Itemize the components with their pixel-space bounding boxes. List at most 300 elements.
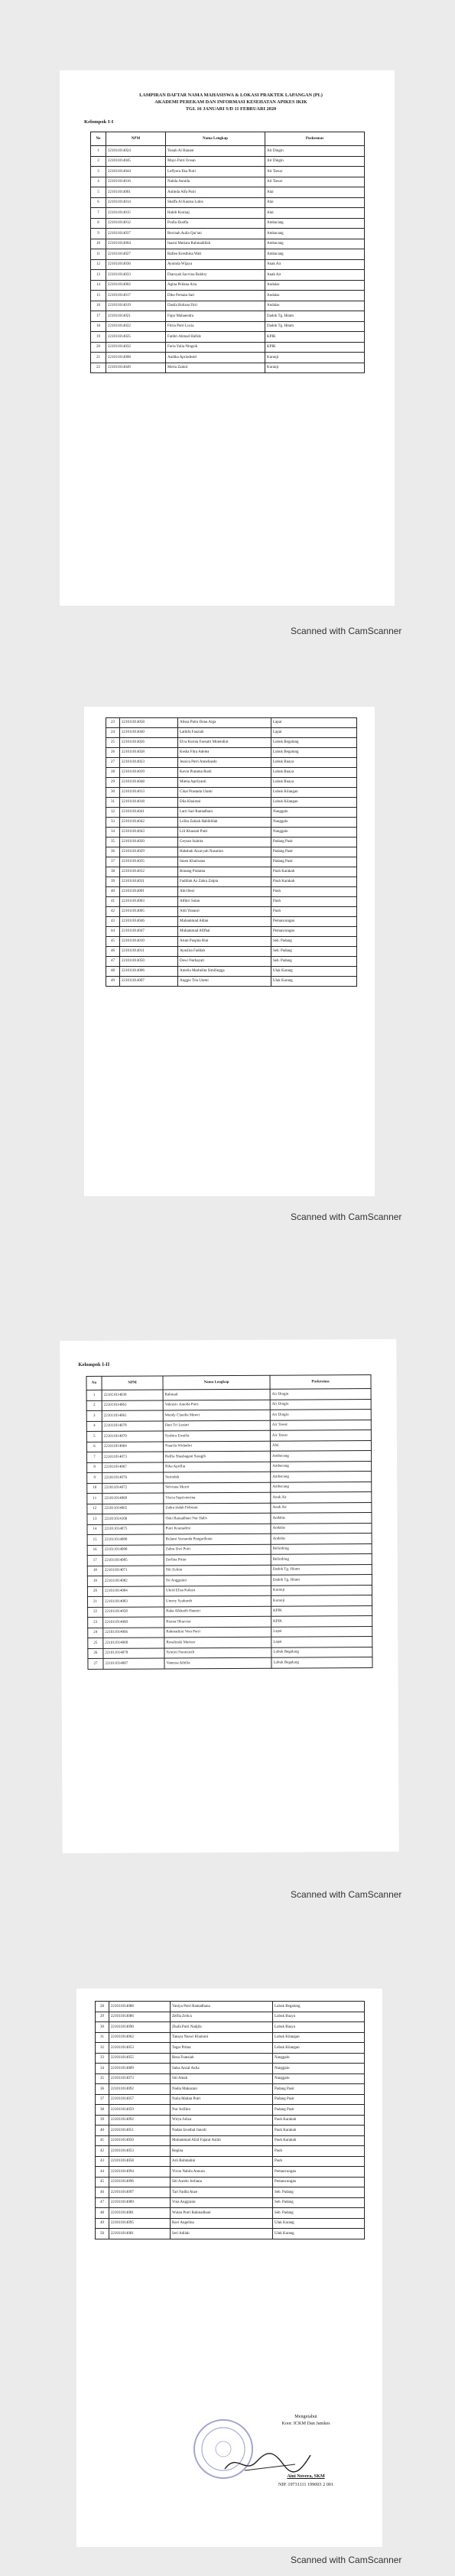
cell-npm: 221011014081 (109, 2208, 171, 2219)
cell-nama: Raka Alkhatih Hanatri (164, 1606, 271, 1617)
cell-npm: 221011014051 (109, 2126, 171, 2136)
cell-puskesmas: Nanggalo (273, 2053, 365, 2064)
cell-no: 15 (87, 1534, 102, 1545)
cell-puskesmas: Andalas (265, 301, 365, 311)
cell-puskesmas: Seb. Padang (273, 2197, 365, 2208)
cell-nama: Kevin Pratama Rusli (178, 768, 271, 778)
table-row (96, 2126, 365, 2136)
cell-npm: 221011014002 (106, 280, 166, 291)
cell-npm: 221011014097 (109, 2187, 171, 2198)
cell-npm: 221011014013 (120, 788, 178, 798)
cell-no: 39 (96, 2115, 109, 2126)
cell-no: 33 (96, 2053, 109, 2064)
cell-puskesmas: KPIK (271, 1616, 372, 1627)
cell-no: 2 (91, 156, 106, 167)
cell-nama: Nadan Izvetbal Janodi (171, 2126, 273, 2136)
table-body (106, 718, 357, 987)
cell-no: 35 (106, 838, 120, 847)
table-row (96, 2115, 365, 2126)
cell-npm: 221011014001 (120, 887, 178, 897)
cell-puskesmas: Lubuk Buaya (271, 768, 357, 778)
cell-puskesmas: Air Tawar (265, 177, 365, 187)
cell-npm: 221011014055 (109, 2053, 171, 2064)
cell-npm: 221011014032 (106, 342, 166, 353)
scanner-watermark: Scanned with CamScanner (291, 626, 402, 636)
cell-no: 40 (106, 887, 120, 897)
cell-no: 46 (96, 2187, 109, 2198)
cell-puskesmas: Anak Air (271, 1502, 372, 1513)
cell-no: 29 (96, 2012, 109, 2022)
cell-puskesmas: Ambacang (271, 1451, 372, 1462)
cell-no: 41 (106, 897, 120, 907)
cell-npm: 221011014082 (102, 1576, 164, 1586)
table-row (96, 2187, 365, 2198)
table-row (91, 208, 365, 219)
cell-puskesmas: Lubuk Buaya (271, 778, 357, 788)
cell-puskesmas: Lubuk Begalung (271, 738, 357, 748)
cell-npm: 221011014068 (103, 1638, 164, 1648)
cell-npm: 221011014043 (120, 828, 178, 838)
cell-nama: Ilani Tri Lestari (163, 1420, 270, 1431)
cell-puskesmas: Ambacang (271, 1472, 372, 1482)
cell-no: 27 (88, 1658, 103, 1669)
cell-nama: Wendy Claudia Mawri (163, 1410, 270, 1420)
cell-nama: Salsa Anzal Aulia (171, 2064, 273, 2074)
cell-puskesmas: Air Dingin (270, 1399, 371, 1410)
cell-puskesmas: Lapai (271, 728, 357, 738)
signatory-nip: NIP. 19731111 199003 2 001 (278, 2482, 333, 2487)
cell-npm: 221011014050 (109, 2135, 171, 2146)
cell-puskesmas: Andalas (271, 1523, 372, 1534)
cell-npm: 221011014066 (103, 1627, 164, 1638)
cell-npm: 221011014027 (106, 249, 166, 260)
cell-npm: 221011014023 (120, 758, 178, 768)
cell-npm: 221011014089 (109, 2197, 171, 2208)
cell-puskesmas: Lubuk Buaya (273, 2012, 365, 2022)
header-puskesmas: Puskesmas (270, 1375, 371, 1390)
table-row (96, 2032, 365, 2043)
table-row (96, 2146, 365, 2157)
cell-nama: Fajar Mahaendra (166, 311, 265, 322)
cell-npm: 221011014020 (120, 838, 178, 847)
cell-npm: 221011014080 (102, 1534, 164, 1545)
cell-nama: Wulan Putri Rahmadhani (171, 2208, 273, 2219)
scanned-page-2 (84, 707, 375, 1196)
cell-npm: 221011014059 (109, 2105, 171, 2116)
cell-nama: Shaffa Al Kautsa Lubis (166, 197, 265, 208)
cell-nama: Vaniya Putri Ramadhana (171, 2002, 273, 2012)
cell-npm: 221011014075 (102, 1524, 164, 1534)
cell-puskesmas: Lapai (271, 1626, 372, 1637)
table-row (96, 2064, 365, 2074)
cell-nama: Ayuinda Wijaya (166, 259, 265, 270)
cell-nama: Tari Fadila Anze (171, 2187, 273, 2198)
table-row (96, 2135, 365, 2146)
cell-puskesmas: Padang Pasir (271, 857, 357, 867)
table-row (91, 187, 365, 198)
table-row (91, 239, 365, 249)
header-puskesmas: Puskesmas (265, 132, 365, 146)
cell-no: 23 (106, 718, 120, 728)
cell-no: 44 (96, 2167, 109, 2178)
cell-puskesmas: Air Dingin (270, 1389, 371, 1400)
cell-puskesmas: KPIK (271, 1605, 372, 1616)
cell-npm: 221011014017 (106, 291, 166, 301)
cell-no: 17 (87, 1555, 102, 1566)
cell-no: 1 (91, 146, 106, 157)
cell-no: 16 (91, 301, 106, 311)
cell-npm: 221011014028 (120, 748, 178, 758)
cell-nama: Tanaya Naswi Khairani (171, 2032, 273, 2043)
cell-nama: Sri Anggraini (164, 1575, 271, 1586)
cell-no: 25 (106, 738, 120, 748)
title-line-2: AKADEMI PEREKAM DAN INFORMASI KESEHATAN APIKES IKIK (154, 99, 307, 105)
cell-puskesmas: Pauh (273, 2146, 365, 2157)
cell-puskesmas: KPIK (265, 332, 365, 343)
table-row (96, 2208, 365, 2219)
cell-no: 39 (106, 877, 120, 887)
table-row (106, 798, 357, 808)
cell-puskesmas: Alai (270, 1440, 371, 1451)
cell-npm: 221011014018 (120, 798, 178, 808)
cell-puskesmas: Lubuk Kilangan (273, 2032, 365, 2043)
cell-no: 5 (86, 1431, 102, 1442)
header-nama: Nama Lengkap (163, 1375, 270, 1390)
cell-nama: Zahra Dwi Putri (164, 1544, 271, 1555)
cell-nama: Dila Khairani (178, 798, 271, 808)
cell-puskesmas: Air Tawar (270, 1420, 371, 1430)
cell-puskesmas: Pauh Karakah (273, 2115, 365, 2126)
cell-puskesmas: Dadok Tg. Hitam (271, 1564, 372, 1575)
signatory-name: Aini Novera, SKM (287, 2474, 325, 2479)
student-table (86, 1374, 372, 1669)
cell-no: 42 (96, 2146, 109, 2157)
header-no: No (91, 132, 106, 146)
cell-puskesmas: Air Dingin (265, 146, 365, 157)
table-body (86, 1389, 372, 1669)
cell-nama: Andika Apriodestri (166, 353, 265, 363)
cell-no: 41 (96, 2135, 109, 2146)
cell-npm: 221011014041 (120, 808, 178, 818)
cell-puskesmas: Pemancungan (273, 2167, 365, 2178)
cell-npm: 221011014047 (120, 927, 178, 937)
cell-nama: Meria Zainol (166, 363, 265, 373)
document-title (93, 92, 369, 112)
cell-npm: 221011014083 (102, 1596, 164, 1607)
cell-nama: Reza Fransiah (171, 2053, 273, 2064)
table-row (91, 270, 365, 281)
cell-no: 18 (91, 321, 106, 332)
cell-npm: 221011014044 (106, 167, 166, 177)
table-row (106, 847, 357, 857)
cell-npm: 221011014010 (120, 937, 178, 947)
cell-no: 34 (96, 2064, 109, 2074)
cell-nama: Diarsyah Savvina Bukhry (166, 270, 265, 281)
cell-no: 31 (106, 798, 120, 808)
cell-nama: Yunah Al Hanani (166, 146, 265, 157)
table-row (96, 2002, 365, 2012)
cell-no: 12 (87, 1504, 102, 1514)
cell-puskesmas: Air Dingin (265, 156, 365, 167)
table-row (91, 177, 365, 187)
table-row (106, 877, 357, 887)
cell-nama: Rahmadiini Vera Putri (164, 1627, 271, 1638)
cell-nama: Fatihri Ahmad Hafidz (166, 332, 265, 343)
table-row (91, 218, 365, 229)
cell-no: 4 (91, 177, 106, 187)
signature-line-1: Mengetahui (294, 2414, 317, 2419)
header-npm: NPM (102, 1376, 163, 1390)
cell-no: 8 (87, 1462, 102, 1473)
cell-no: 45 (96, 2177, 109, 2187)
cell-puskesmas: Pauh (271, 907, 357, 917)
table-row (96, 2094, 365, 2105)
cell-puskesmas: Anak Air (265, 270, 365, 281)
cell-npm: 221011014073 (109, 2073, 171, 2084)
table-row (106, 907, 357, 917)
cell-nama: Fitria Putri Lucia (166, 321, 265, 332)
cell-puskesmas: Air Tawar (265, 167, 365, 177)
cell-nama: Wirya Juliza (171, 2115, 273, 2126)
cell-nama: Rosalinski Marisar (164, 1637, 271, 1647)
cell-no: 29 (106, 778, 120, 788)
table-row (91, 291, 365, 301)
cell-puskesmas: Ulak Karang (271, 977, 357, 987)
cell-nama: Innen Khairunas (178, 857, 271, 867)
cell-npm: 221011014012 (106, 218, 166, 229)
cell-nama: Inasni Mutiara Rahmadillah (166, 239, 265, 249)
title-line-1: LAMPIRAN DAFTAR NAMA MAHASISWA & LOKASI PRAKTEK LAPANGAN (PL) (139, 93, 323, 98)
cell-puskesmas: Ambacang (265, 229, 365, 239)
cell-nama: Syahira Ermilia (163, 1430, 270, 1441)
cell-nama: Anggie Tria Utami (178, 977, 271, 987)
cell-nama: Alissa Putra Dona Arga (178, 718, 271, 728)
cell-nama: Agina Peliana Aria (166, 280, 265, 291)
cell-npm: 221011014021 (106, 311, 166, 322)
cell-puskesmas: Andalas (271, 1534, 372, 1544)
cell-puskesmas: Air Tawar (270, 1430, 371, 1441)
cell-npm: 221011014001 (106, 187, 166, 198)
cell-puskesmas: Pemancungan (273, 2177, 365, 2187)
cell-npm: 221011014024 (106, 146, 166, 157)
cell-no: 38 (106, 867, 120, 877)
cell-nama: Geysan Sulnita (178, 838, 271, 847)
cell-no: 13 (87, 1514, 102, 1524)
cell-npm: 221011014058 (120, 718, 178, 728)
cell-puskesmas: Padang Pasir (271, 838, 357, 847)
cell-nama: Siti Zulnia (164, 1565, 271, 1576)
cell-nama: Selviana Murni (164, 1482, 271, 1493)
cell-nama: Siti Aurelo Jorliana (171, 2177, 273, 2187)
cell-puskesmas: Padang Pasir (273, 2105, 365, 2116)
scanned-page-3 (60, 1339, 399, 1853)
cell-nama: Mietia Aprilyanti (178, 778, 271, 788)
cell-no: 30 (106, 788, 120, 798)
cell-nama: Aulinda Alfa Putri (166, 187, 265, 198)
cell-nama: Mayo Putri Ocean (166, 156, 265, 167)
cell-no: 22 (91, 363, 106, 373)
cell-puskesmas: Nanggalo (271, 828, 357, 838)
cell-nama: Rahmad (163, 1389, 270, 1400)
cell-npm: 221011014092 (109, 2084, 171, 2095)
cell-npm: 221011014079 (103, 1647, 164, 1658)
cell-no: 26 (88, 1648, 103, 1659)
cell-no: 30 (96, 2022, 109, 2033)
cell-npm: 221011014092 (109, 2115, 171, 2126)
cell-nama: Zelfia Zelica (171, 2012, 273, 2022)
cell-puskesmas: Anak Air (265, 259, 365, 270)
cell-no: 24 (88, 1628, 103, 1638)
signature-block (252, 2414, 359, 2427)
table-row (96, 2177, 365, 2187)
cell-no: 37 (96, 2094, 109, 2105)
cell-nama: Umroy Syaharah (164, 1595, 271, 1606)
table-row (106, 778, 357, 788)
cell-no: 11 (87, 1493, 102, 1504)
cell-puskesmas: Pauh (271, 897, 357, 907)
cell-npm: 221011014072 (102, 1482, 164, 1493)
cell-npm: 221011014048 (120, 778, 178, 788)
cell-puskesmas: Pemancungan (271, 917, 357, 927)
table-row (96, 2218, 365, 2229)
cell-npm: 221011014086 (109, 2012, 171, 2022)
cell-nama: Vivon Nabila Annura (171, 2167, 273, 2178)
cell-puskesmas: Lubuk Kilangan (273, 2043, 365, 2054)
cell-no: 48 (106, 967, 120, 977)
cell-no: 5 (91, 187, 106, 198)
table-row (91, 229, 365, 239)
cell-nama: Vanessa Athilia (164, 1657, 271, 1668)
cell-no: 7 (87, 1452, 102, 1462)
cell-puskesmas: Andalas (271, 1513, 372, 1524)
cell-no: 1 (86, 1390, 102, 1400)
table-row (106, 947, 357, 957)
table-row (96, 2012, 365, 2022)
cell-no: 8 (91, 218, 106, 229)
cell-nama: Cikai Prastada Utami (178, 788, 271, 798)
cell-npm: 221011014046 (120, 917, 178, 927)
cell-npm: 221011014014 (106, 197, 166, 208)
cell-no: 43 (106, 917, 120, 927)
table-row (91, 280, 365, 291)
cell-npm: 221011014070 (102, 1431, 163, 1442)
cell-puskesmas: Alai (265, 208, 365, 219)
cell-puskesmas: Anak Air (271, 1492, 372, 1503)
cell-no: 9 (91, 229, 106, 239)
cell-npm: 221011014069 (102, 1493, 164, 1504)
header-npm: NPM (106, 132, 166, 146)
table-row (91, 146, 365, 157)
scanner-watermark: Scanned with CamScanner (291, 1212, 402, 1222)
cell-nama: Ravi Angelina (171, 2218, 273, 2229)
cell-nama: Dike Pernata Sari (166, 291, 265, 301)
cell-no: 6 (86, 1442, 102, 1452)
cell-npm: 221011014031 (120, 877, 178, 887)
cell-npm: 221011014090 (109, 2022, 171, 2033)
cell-nama: Dasila Rohzea Fitri (166, 301, 265, 311)
table-row (106, 808, 357, 818)
cell-puskesmas: Ambacang (271, 1482, 372, 1492)
cell-no: 3 (86, 1410, 102, 1421)
cell-puskesmas: Ulak Karang (271, 967, 357, 977)
cell-no: 19 (87, 1576, 102, 1586)
cell-npm: 221011014095 (109, 2218, 171, 2229)
cell-no: 2 (86, 1400, 102, 1411)
cell-no: 21 (91, 353, 106, 363)
cell-no: 28 (96, 2002, 109, 2012)
cell-npm: 221011014011 (120, 947, 178, 957)
cell-puskesmas: Seb. Padang (271, 937, 357, 947)
cell-puskesmas: Pauh Karakah (271, 877, 357, 887)
cell-no: 26 (106, 748, 120, 758)
cell-npm: 221011014073 (102, 1452, 164, 1462)
table-row (106, 967, 357, 977)
cell-npm: 221011014087 (103, 1658, 164, 1669)
cell-npm: 221011014016 (106, 177, 166, 187)
student-table (95, 2001, 365, 2239)
cell-no: 38 (96, 2105, 109, 2116)
cell-puskesmas: Air Dingin (270, 1410, 371, 1420)
table-row (91, 156, 365, 167)
table-row (96, 2053, 365, 2064)
cell-puskesmas: Lubuk Begalung (271, 748, 357, 758)
cell-nama: Aldi Yunanri (178, 907, 271, 917)
cell-nama: Rulami Vernanda Pangaribuan (164, 1534, 271, 1544)
header-no: No (86, 1376, 102, 1390)
cell-npm: 221011014037 (106, 229, 166, 239)
table-row (106, 977, 357, 987)
cell-nama: Nuarifa Widanbri (163, 1441, 270, 1452)
cell-puskesmas: Lubuk Begalung (273, 2002, 365, 2012)
table-row (106, 887, 357, 897)
cell-npm: 221011014040 (120, 728, 178, 738)
cell-no: 33 (106, 818, 120, 828)
cell-npm: 221011014050 (120, 957, 178, 967)
table-row (91, 259, 365, 270)
cell-nama: Siti Amah (171, 2073, 273, 2084)
cell-puskesmas: Ambacang (265, 249, 365, 260)
cell-no: 18 (87, 1566, 102, 1576)
cell-puskesmas: Andalas (265, 291, 365, 301)
cell-nama: Viscia Septivenrina (164, 1492, 271, 1503)
signature-line-2: Koor. ICKM Dan Jamkes (281, 2420, 330, 2426)
header-nama: Nama Lengkap (166, 132, 265, 146)
cell-puskesmas: Kuranji (271, 1585, 372, 1595)
cell-puskesmas: Seb. Padang (271, 957, 357, 967)
cell-npm: 221011014039 (120, 768, 178, 778)
cell-no: 3 (91, 167, 106, 177)
table-row (91, 167, 365, 177)
cell-nama: Nabila Annida (166, 177, 265, 187)
cell-nama: Arum Puspita Rini (178, 937, 271, 947)
cell-puskesmas: Lubuk Kilangan (271, 798, 357, 808)
cell-nama: Zerfina Priter (164, 1554, 271, 1565)
cell-nama: Abil Besr (178, 887, 271, 897)
scanner-watermark: Scanned with CamScanner (291, 1889, 402, 1900)
cell-nama: Arii Rohmalini (171, 2156, 273, 2167)
cell-nama: Bonang Pratama (178, 867, 271, 877)
cell-nama: Alfikri Sulan (178, 897, 271, 907)
table-row (106, 748, 357, 758)
cell-no: 37 (106, 857, 120, 867)
cell-no: 48 (96, 2208, 109, 2219)
table-row (96, 2105, 365, 2116)
cell-npm: 221011014006 (120, 967, 178, 977)
table-row (106, 957, 357, 967)
table-row (106, 788, 357, 798)
cell-npm: 221011014008 (106, 353, 166, 363)
table-row (96, 2229, 365, 2239)
